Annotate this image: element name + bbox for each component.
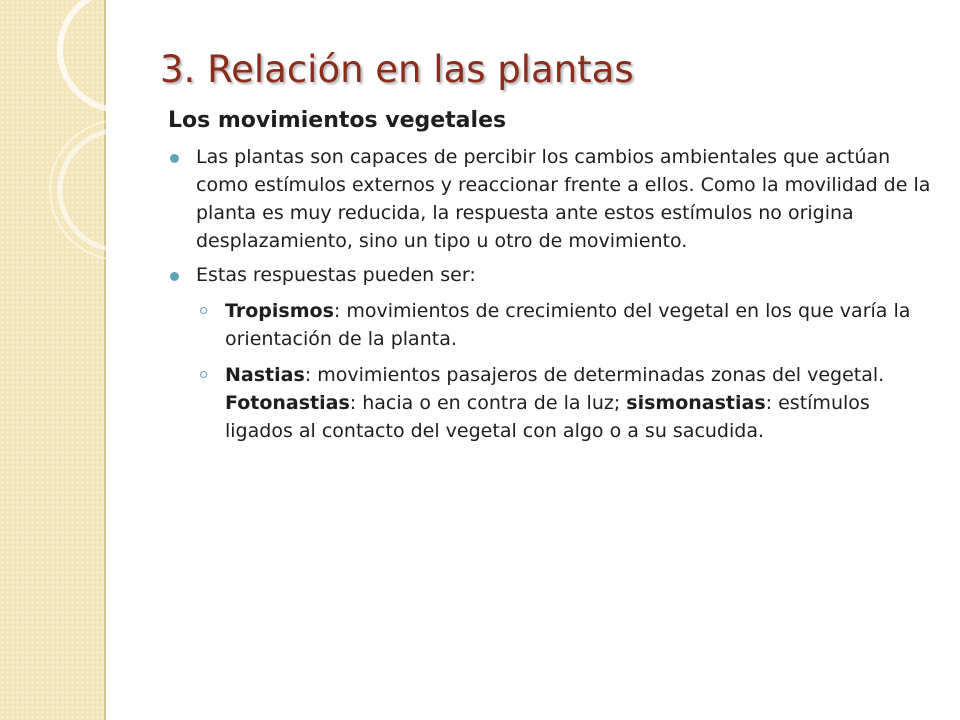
bullet-item-perception: [168, 143, 938, 255]
sismonastias-definition: : estímulos ligados al contacto del vegetal con algo o a su sacudida.: [225, 392, 870, 442]
bullet-text: Estas respuestas pueden ser:: [196, 264, 476, 286]
term-sismonastias: sismonastias: [626, 392, 766, 414]
slide-title: 3. Relación en las plantas: [160, 48, 634, 91]
bullet-text: Las plantas son capaces de percibir los cambios ambientales que actúan como estímulos externos y reaccionar frente a ellos. Como la movilidad de la planta es muy reducida, la respuesta ante estos estímulos no origina desplazamiento, sino un tipo u otro de movimiento.: [196, 146, 931, 252]
term-tropismos: Tropismos: [225, 300, 334, 322]
tropismos-definition: : movimientos de crecimiento del vegetal en los que varía la orientación de la planta.: [225, 300, 911, 350]
decorative-side-band: [0, 0, 105, 720]
sub-bullet-nastias: [195, 361, 938, 445]
fotonastias-definition: : hacia o en contra de la luz;: [349, 392, 627, 414]
bullet-item-responses: [168, 261, 938, 445]
slide-subtitle: Los movimientos vegetales: [168, 108, 507, 133]
term-nastias: Nastias: [225, 364, 305, 386]
nastias-definition: : movimientos pasajeros de determinadas zonas del vegetal.: [304, 364, 885, 386]
bullet-list: [168, 143, 938, 445]
sub-bullet-tropismos: [195, 297, 938, 353]
sub-bullet-list: [195, 297, 938, 445]
slide-content: [168, 108, 938, 453]
term-fotonastias: Fotonastias: [225, 392, 350, 414]
side-divider-line: [104, 0, 106, 720]
